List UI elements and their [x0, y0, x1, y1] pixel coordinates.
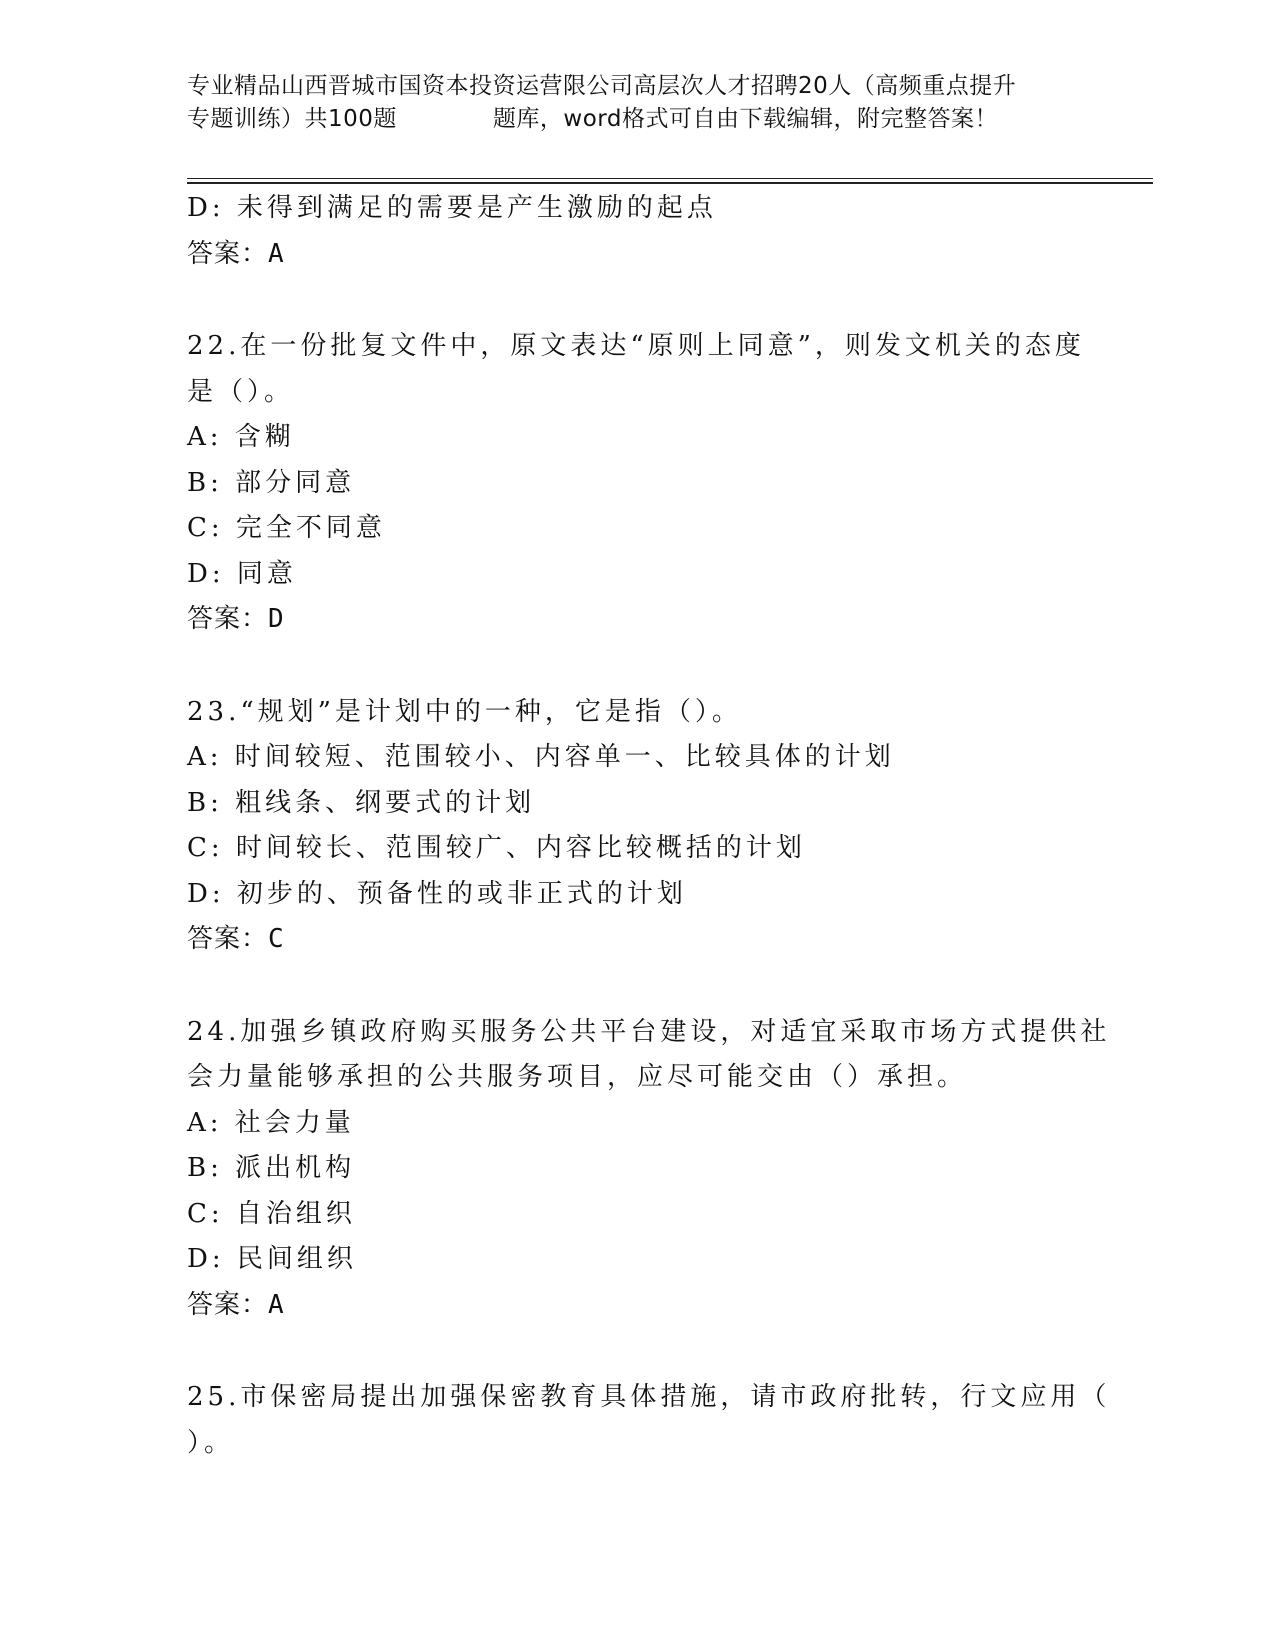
- answer-value: C: [268, 924, 285, 954]
- question-stem-line-2: ）。: [187, 1427, 235, 1458]
- answer-line: [187, 597, 1067, 643]
- option-b: B: 派出机构: [187, 1153, 356, 1183]
- answer-value: A: [268, 238, 285, 269]
- header-title-line-2: [187, 103, 1067, 136]
- option-a: A: 时间较短、范围较小、内容单一、比较具体的计划: [187, 742, 895, 772]
- question-25: [187, 1375, 1111, 1466]
- question-stem-line-2: 是（）。: [187, 376, 295, 407]
- header-divider-thin: [187, 178, 1153, 179]
- header-divider-thick: [187, 182, 1153, 184]
- question-23: [187, 690, 1067, 963]
- question-stem-line-2: 会力量能够承担的公共服务项目，应尽可能交由（）承担。: [187, 1062, 968, 1092]
- option-d: D: 未得到满足的需要是产生激励的起点: [187, 193, 717, 223]
- option-b: B: 部分同意: [187, 467, 356, 498]
- option-c: C: 完全不同意: [187, 513, 386, 543]
- option-d: D: 民间组织: [187, 1244, 357, 1274]
- answer-label: 答案：: [187, 604, 269, 634]
- option-c: C: 时间较长、范围较广、内容比较概括的计划: [187, 833, 806, 863]
- option-a: A: 含糊: [187, 422, 295, 452]
- question-stem-line-1: 25.市保密局提出加强保密教育具体措施，请市政府批转，行文应用（: [187, 1382, 1111, 1412]
- answer-line: [187, 1283, 1067, 1329]
- option-d: D: 初步的、预备性的或非正式的计划: [187, 878, 687, 909]
- answer-value: A: [268, 1289, 285, 1320]
- answer-label: 答案：: [187, 238, 269, 269]
- option-d: D: 同意: [187, 558, 297, 589]
- answer-line: [187, 232, 1067, 278]
- header-title-line-1: 专业精品山西晋城市国资本投资运营限公司高层次人才招聘20人（高频重点提升: [187, 73, 1017, 99]
- question-stem-line-1: 24.加强乡镇政府购买服务公共平台建设，对适宜采取市场方式提供社: [187, 1016, 1111, 1047]
- option-a: A: 社会力量: [187, 1107, 355, 1138]
- header-title-part-1: 专题训练）共100题: [187, 106, 397, 132]
- header-title-part-2: 题库，word格式可自由下载编辑，附完整答案！: [492, 106, 998, 132]
- question-24: [187, 1010, 1111, 1329]
- answer-value: D: [268, 604, 285, 634]
- question-stem-line-1: 23.“规划”是计划中的一种，它是指（）。: [187, 696, 742, 727]
- option-c: C: 自治组织: [187, 1198, 356, 1229]
- answer-label: 答案：: [187, 924, 269, 954]
- option-b: B: 粗线条、纲要式的计划: [187, 787, 536, 818]
- question-list: [187, 186, 1111, 1466]
- question-22: [187, 324, 1085, 643]
- page-header: [187, 70, 1067, 136]
- question-stem-line-1: 22.在一份批复文件中，原文表达“原则上同意”，则发文机关的态度: [187, 331, 1085, 361]
- question-21-tail: [187, 186, 1067, 277]
- answer-label: 答案：: [187, 1289, 269, 1320]
- answer-line: [187, 917, 1067, 963]
